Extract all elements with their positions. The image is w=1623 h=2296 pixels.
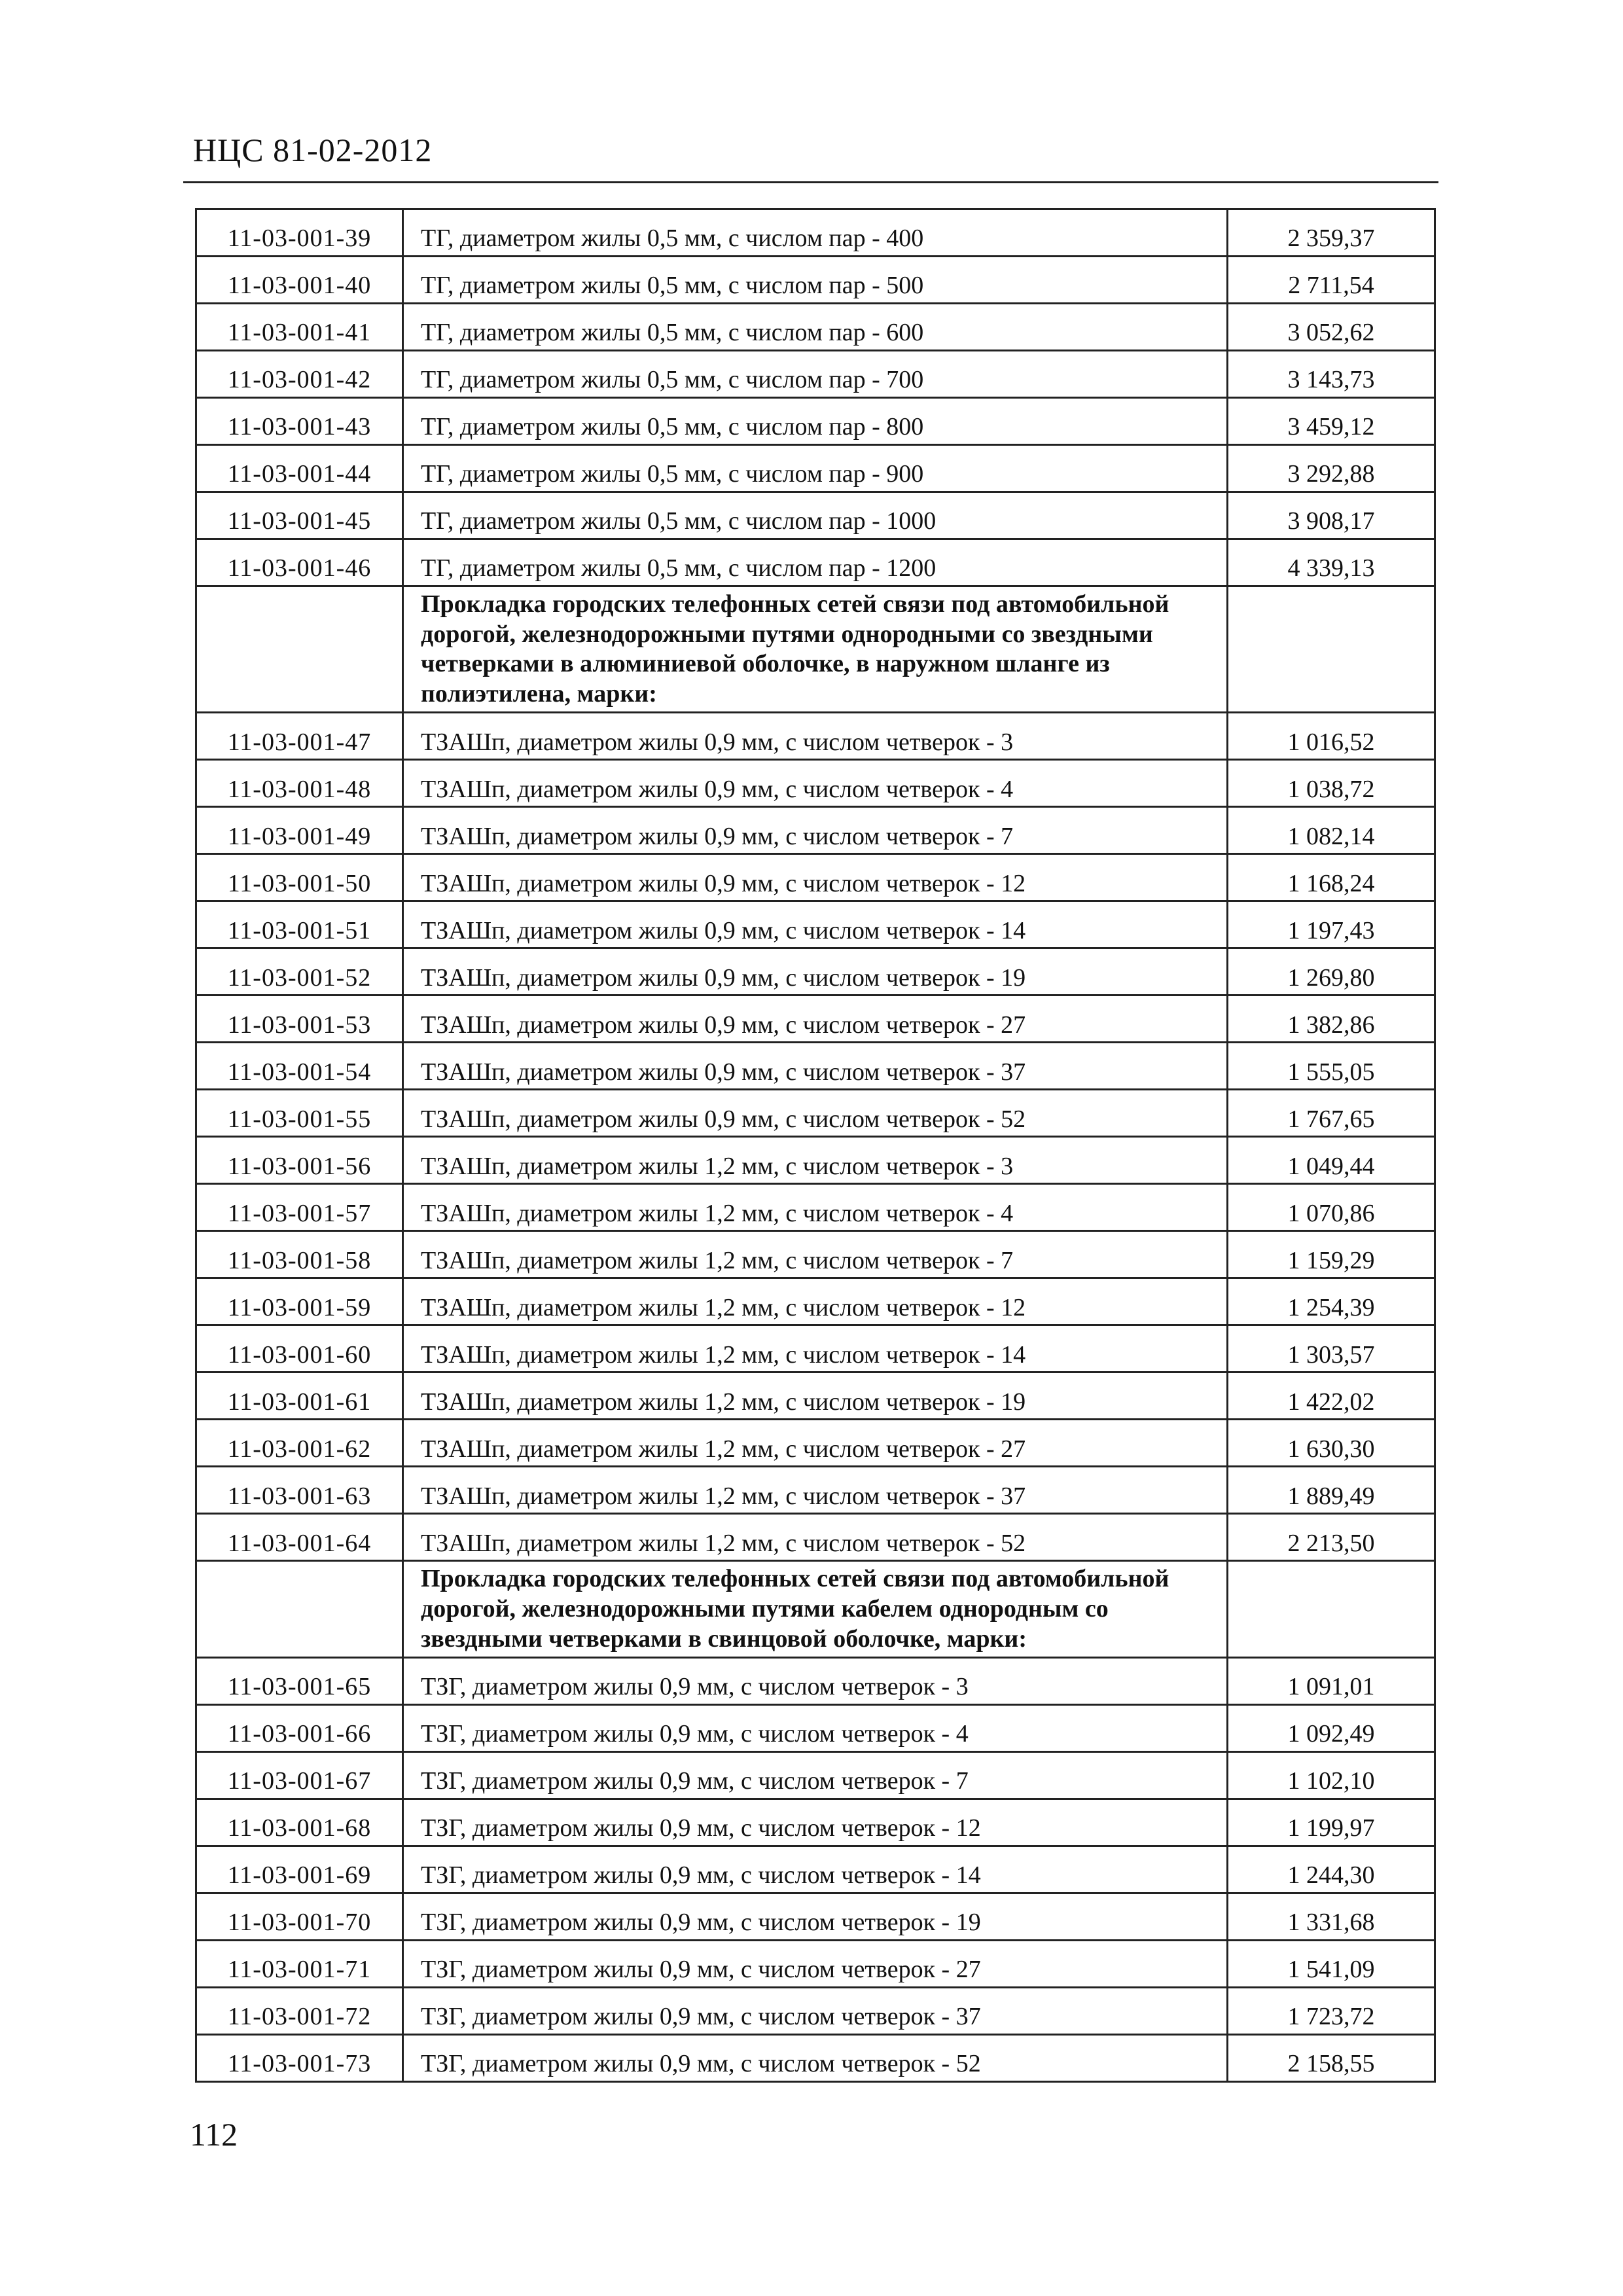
rate-code-cell: 11-03-001-39 bbox=[196, 209, 403, 257]
rate-code-cell: 11-03-001-56 bbox=[196, 1137, 403, 1184]
description-cell: ТЗГ, диаметром жилы 0,9 мм, с числом четверок - 37 bbox=[403, 1988, 1228, 2035]
rate-code-cell: 11-03-001-59 bbox=[196, 1278, 403, 1325]
rate-code-cell: 11-03-001-53 bbox=[196, 996, 403, 1043]
rate-code-cell: 11-03-001-71 bbox=[196, 1941, 403, 1988]
rate-code-cell: 11-03-001-62 bbox=[196, 1420, 403, 1467]
rate-code-cell: 11-03-001-69 bbox=[196, 1846, 403, 1893]
rate-code-cell: 11-03-001-66 bbox=[196, 1705, 403, 1752]
description-cell: ТЗАШп, диаметром жилы 1,2 мм, с числом четверок - 12 bbox=[403, 1278, 1228, 1325]
price-cell: 1 038,72 bbox=[1228, 760, 1435, 807]
description-cell: ТЗАШп, диаметром жилы 1,2 мм, с числом четверок - 4 bbox=[403, 1184, 1228, 1231]
table-row bbox=[196, 445, 1435, 492]
description-cell: ТГ, диаметром жилы 0,5 мм, с числом пар - 800 bbox=[403, 398, 1228, 445]
description-cell: ТГ, диаметром жилы 0,5 мм, с числом пар - 1000 bbox=[403, 492, 1228, 539]
description-cell: ТЗАШп, диаметром жилы 1,2 мм, с числом четверок - 14 bbox=[403, 1325, 1228, 1372]
rate-code-cell: 11-03-001-50 bbox=[196, 854, 403, 901]
rate-code-cell: 11-03-001-72 bbox=[196, 1988, 403, 2035]
table-row bbox=[196, 1799, 1435, 1846]
table-row bbox=[196, 1043, 1435, 1090]
description-cell: ТЗАШп, диаметром жилы 1,2 мм, с числом четверок - 37 bbox=[403, 1467, 1228, 1514]
rate-code-cell: 11-03-001-60 bbox=[196, 1325, 403, 1372]
table-row bbox=[196, 209, 1435, 257]
rate-code-cell: 11-03-001-68 bbox=[196, 1799, 403, 1846]
section-heading-cell: Прокладка городских телефонных сетей связи под автомобильной дорогой, железнодорожными путями однородными со звездными четверками в алюминиевой оболочке, в наружном шланге из полиэтилена, марки: bbox=[403, 586, 1228, 713]
table-row bbox=[196, 1941, 1435, 1988]
table-row bbox=[196, 1420, 1435, 1467]
table-row bbox=[196, 1514, 1435, 1561]
table-row bbox=[196, 1846, 1435, 1893]
price-cell: 1 092,49 bbox=[1228, 1705, 1435, 1752]
description-cell: ТЗГ, диаметром жилы 0,9 мм, с числом четверок - 7 bbox=[403, 1752, 1228, 1799]
description-cell: ТЗАШп, диаметром жилы 1,2 мм, с числом четверок - 19 bbox=[403, 1372, 1228, 1420]
table-row bbox=[196, 1988, 1435, 2035]
rate-code-cell: 11-03-001-42 bbox=[196, 351, 403, 398]
description-cell: ТГ, диаметром жилы 0,5 мм, с числом пар - 1200 bbox=[403, 539, 1228, 586]
description-cell: ТГ, диаметром жилы 0,5 мм, с числом пар - 500 bbox=[403, 257, 1228, 304]
rate-code-cell: 11-03-001-45 bbox=[196, 492, 403, 539]
description-cell: ТЗАШп, диаметром жилы 0,9 мм, с числом четверок - 7 bbox=[403, 807, 1228, 854]
rate-code-cell bbox=[196, 1561, 403, 1658]
description-cell: ТЗАШп, диаметром жилы 0,9 мм, с числом четверок - 19 bbox=[403, 948, 1228, 996]
price-cell: 1 555,05 bbox=[1228, 1043, 1435, 1090]
table-row bbox=[196, 1705, 1435, 1752]
description-cell: ТЗАШп, диаметром жилы 0,9 мм, с числом четверок - 3 bbox=[403, 713, 1228, 760]
rate-code-cell: 11-03-001-44 bbox=[196, 445, 403, 492]
rate-code-cell: 11-03-001-49 bbox=[196, 807, 403, 854]
price-cell: 1 091,01 bbox=[1228, 1658, 1435, 1705]
table-row bbox=[196, 492, 1435, 539]
table-row bbox=[196, 304, 1435, 351]
price-cell: 1 382,86 bbox=[1228, 996, 1435, 1043]
price-cell: 1 244,30 bbox=[1228, 1846, 1435, 1893]
price-cell: 1 049,44 bbox=[1228, 1137, 1435, 1184]
description-cell: ТЗГ, диаметром жилы 0,9 мм, с числом четверок - 52 bbox=[403, 2035, 1228, 2082]
rate-code-cell: 11-03-001-73 bbox=[196, 2035, 403, 2082]
table-row bbox=[196, 398, 1435, 445]
price-table bbox=[195, 208, 1436, 2083]
price-cell: 1 082,14 bbox=[1228, 807, 1435, 854]
description-cell: ТЗАШп, диаметром жилы 0,9 мм, с числом четверок - 27 bbox=[403, 996, 1228, 1043]
price-cell: 2 359,37 bbox=[1228, 209, 1435, 257]
description-cell: ТГ, диаметром жилы 0,5 мм, с числом пар - 400 bbox=[403, 209, 1228, 257]
rate-code-cell: 11-03-001-57 bbox=[196, 1184, 403, 1231]
description-cell: ТЗГ, диаметром жилы 0,9 мм, с числом четверок - 12 bbox=[403, 1799, 1228, 1846]
description-cell: ТГ, диаметром жилы 0,5 мм, с числом пар - 900 bbox=[403, 445, 1228, 492]
rate-code-cell: 11-03-001-64 bbox=[196, 1514, 403, 1561]
rate-code-cell: 11-03-001-65 bbox=[196, 1658, 403, 1705]
description-cell: ТЗГ, диаметром жилы 0,9 мм, с числом четверок - 14 bbox=[403, 1846, 1228, 1893]
price-cell: 1 331,68 bbox=[1228, 1893, 1435, 1941]
section-heading-cell: Прокладка городских телефонных сетей связи под автомобильной дорогой, железнодорожными путями кабелем однородным со звездными четверками в свинцовой оболочке, марки: bbox=[403, 1561, 1228, 1658]
description-cell: ТГ, диаметром жилы 0,5 мм, с числом пар - 600 bbox=[403, 304, 1228, 351]
table-row bbox=[196, 1893, 1435, 1941]
rate-code-cell: 11-03-001-55 bbox=[196, 1090, 403, 1137]
description-cell: ТЗАШп, диаметром жилы 1,2 мм, с числом четверок - 27 bbox=[403, 1420, 1228, 1467]
table-row bbox=[196, 539, 1435, 586]
description-cell: ТЗАШп, диаметром жилы 1,2 мм, с числом четверок - 52 bbox=[403, 1514, 1228, 1561]
rate-code-cell: 11-03-001-47 bbox=[196, 713, 403, 760]
description-cell: ТЗАШп, диаметром жилы 0,9 мм, с числом четверок - 14 bbox=[403, 901, 1228, 948]
price-cell: 3 459,12 bbox=[1228, 398, 1435, 445]
price-cell: 1 303,57 bbox=[1228, 1325, 1435, 1372]
price-cell: 3 143,73 bbox=[1228, 351, 1435, 398]
price-cell: 1 269,80 bbox=[1228, 948, 1435, 996]
page-number: 112 bbox=[190, 2116, 238, 2153]
rate-code-cell: 11-03-001-58 bbox=[196, 1231, 403, 1278]
description-cell: ТЗАШп, диаметром жилы 0,9 мм, с числом четверок - 52 bbox=[403, 1090, 1228, 1137]
price-cell: 1 541,09 bbox=[1228, 1941, 1435, 1988]
price-cell: 1 168,24 bbox=[1228, 854, 1435, 901]
rate-code-cell: 11-03-001-70 bbox=[196, 1893, 403, 1941]
price-cell: 3 292,88 bbox=[1228, 445, 1435, 492]
table-row bbox=[196, 1090, 1435, 1137]
table-row bbox=[196, 854, 1435, 901]
table-row bbox=[196, 1137, 1435, 1184]
table-row bbox=[196, 351, 1435, 398]
rate-code-cell: 11-03-001-63 bbox=[196, 1467, 403, 1514]
table-row bbox=[196, 1372, 1435, 1420]
price-cell: 1 159,29 bbox=[1228, 1231, 1435, 1278]
table-row bbox=[196, 1278, 1435, 1325]
table-row bbox=[196, 2035, 1435, 2082]
table-row bbox=[196, 948, 1435, 996]
description-cell: ТЗГ, диаметром жилы 0,9 мм, с числом четверок - 19 bbox=[403, 1893, 1228, 1941]
table-row bbox=[196, 760, 1435, 807]
price-cell: 3 052,62 bbox=[1228, 304, 1435, 351]
price-cell: 1 070,86 bbox=[1228, 1184, 1435, 1231]
table-row bbox=[196, 1658, 1435, 1705]
price-cell: 1 422,02 bbox=[1228, 1372, 1435, 1420]
section-heading-row bbox=[196, 586, 1435, 713]
price-cell: 1 102,10 bbox=[1228, 1752, 1435, 1799]
table-row bbox=[196, 257, 1435, 304]
price-cell: 2 213,50 bbox=[1228, 1514, 1435, 1561]
table-row bbox=[196, 713, 1435, 760]
description-cell: ТЗАШп, диаметром жилы 0,9 мм, с числом четверок - 12 bbox=[403, 854, 1228, 901]
price-cell: 1 723,72 bbox=[1228, 1988, 1435, 2035]
table-row bbox=[196, 996, 1435, 1043]
table-row bbox=[196, 901, 1435, 948]
rate-code-cell: 11-03-001-67 bbox=[196, 1752, 403, 1799]
table-row bbox=[196, 807, 1435, 854]
description-cell: ТГ, диаметром жилы 0,5 мм, с числом пар - 700 bbox=[403, 351, 1228, 398]
price-cell: 1 016,52 bbox=[1228, 713, 1435, 760]
description-cell: ТЗГ, диаметром жилы 0,9 мм, с числом четверок - 27 bbox=[403, 1941, 1228, 1988]
price-table-body bbox=[196, 209, 1435, 2082]
price-cell: 3 908,17 bbox=[1228, 492, 1435, 539]
rate-code-cell: 11-03-001-46 bbox=[196, 539, 403, 586]
rate-code-cell bbox=[196, 586, 403, 713]
header-divider bbox=[183, 181, 1438, 183]
rate-code-cell: 11-03-001-43 bbox=[196, 398, 403, 445]
price-cell: 1 199,97 bbox=[1228, 1799, 1435, 1846]
rate-code-cell: 11-03-001-51 bbox=[196, 901, 403, 948]
table-row bbox=[196, 1752, 1435, 1799]
price-cell: 1 254,39 bbox=[1228, 1278, 1435, 1325]
rate-code-cell: 11-03-001-40 bbox=[196, 257, 403, 304]
price-cell: 4 339,13 bbox=[1228, 539, 1435, 586]
description-cell: ТЗАШп, диаметром жилы 0,9 мм, с числом четверок - 37 bbox=[403, 1043, 1228, 1090]
rate-code-cell: 11-03-001-52 bbox=[196, 948, 403, 996]
description-cell: ТЗГ, диаметром жилы 0,9 мм, с числом четверок - 4 bbox=[403, 1705, 1228, 1752]
price-cell: 2 158,55 bbox=[1228, 2035, 1435, 2082]
price-cell: 1 197,43 bbox=[1228, 901, 1435, 948]
rate-code-cell: 11-03-001-54 bbox=[196, 1043, 403, 1090]
price-cell: 2 711,54 bbox=[1228, 257, 1435, 304]
description-cell: ТЗГ, диаметром жилы 0,9 мм, с числом четверок - 3 bbox=[403, 1658, 1228, 1705]
table-row bbox=[196, 1184, 1435, 1231]
table-row bbox=[196, 1231, 1435, 1278]
price-cell bbox=[1228, 586, 1435, 713]
rate-code-cell: 11-03-001-61 bbox=[196, 1372, 403, 1420]
description-cell: ТЗАШп, диаметром жилы 1,2 мм, с числом четверок - 7 bbox=[403, 1231, 1228, 1278]
price-cell: 1 767,65 bbox=[1228, 1090, 1435, 1137]
description-cell: ТЗАШп, диаметром жилы 0,9 мм, с числом четверок - 4 bbox=[403, 760, 1228, 807]
table-row bbox=[196, 1325, 1435, 1372]
rate-code-cell: 11-03-001-48 bbox=[196, 760, 403, 807]
price-cell: 1 630,30 bbox=[1228, 1420, 1435, 1467]
table-row bbox=[196, 1467, 1435, 1514]
description-cell: ТЗАШп, диаметром жилы 1,2 мм, с числом четверок - 3 bbox=[403, 1137, 1228, 1184]
section-heading-row bbox=[196, 1561, 1435, 1658]
rate-code-cell: 11-03-001-41 bbox=[196, 304, 403, 351]
price-cell: 1 889,49 bbox=[1228, 1467, 1435, 1514]
price-cell bbox=[1228, 1561, 1435, 1658]
document-code-header: НЦС 81-02-2012 bbox=[193, 132, 433, 168]
